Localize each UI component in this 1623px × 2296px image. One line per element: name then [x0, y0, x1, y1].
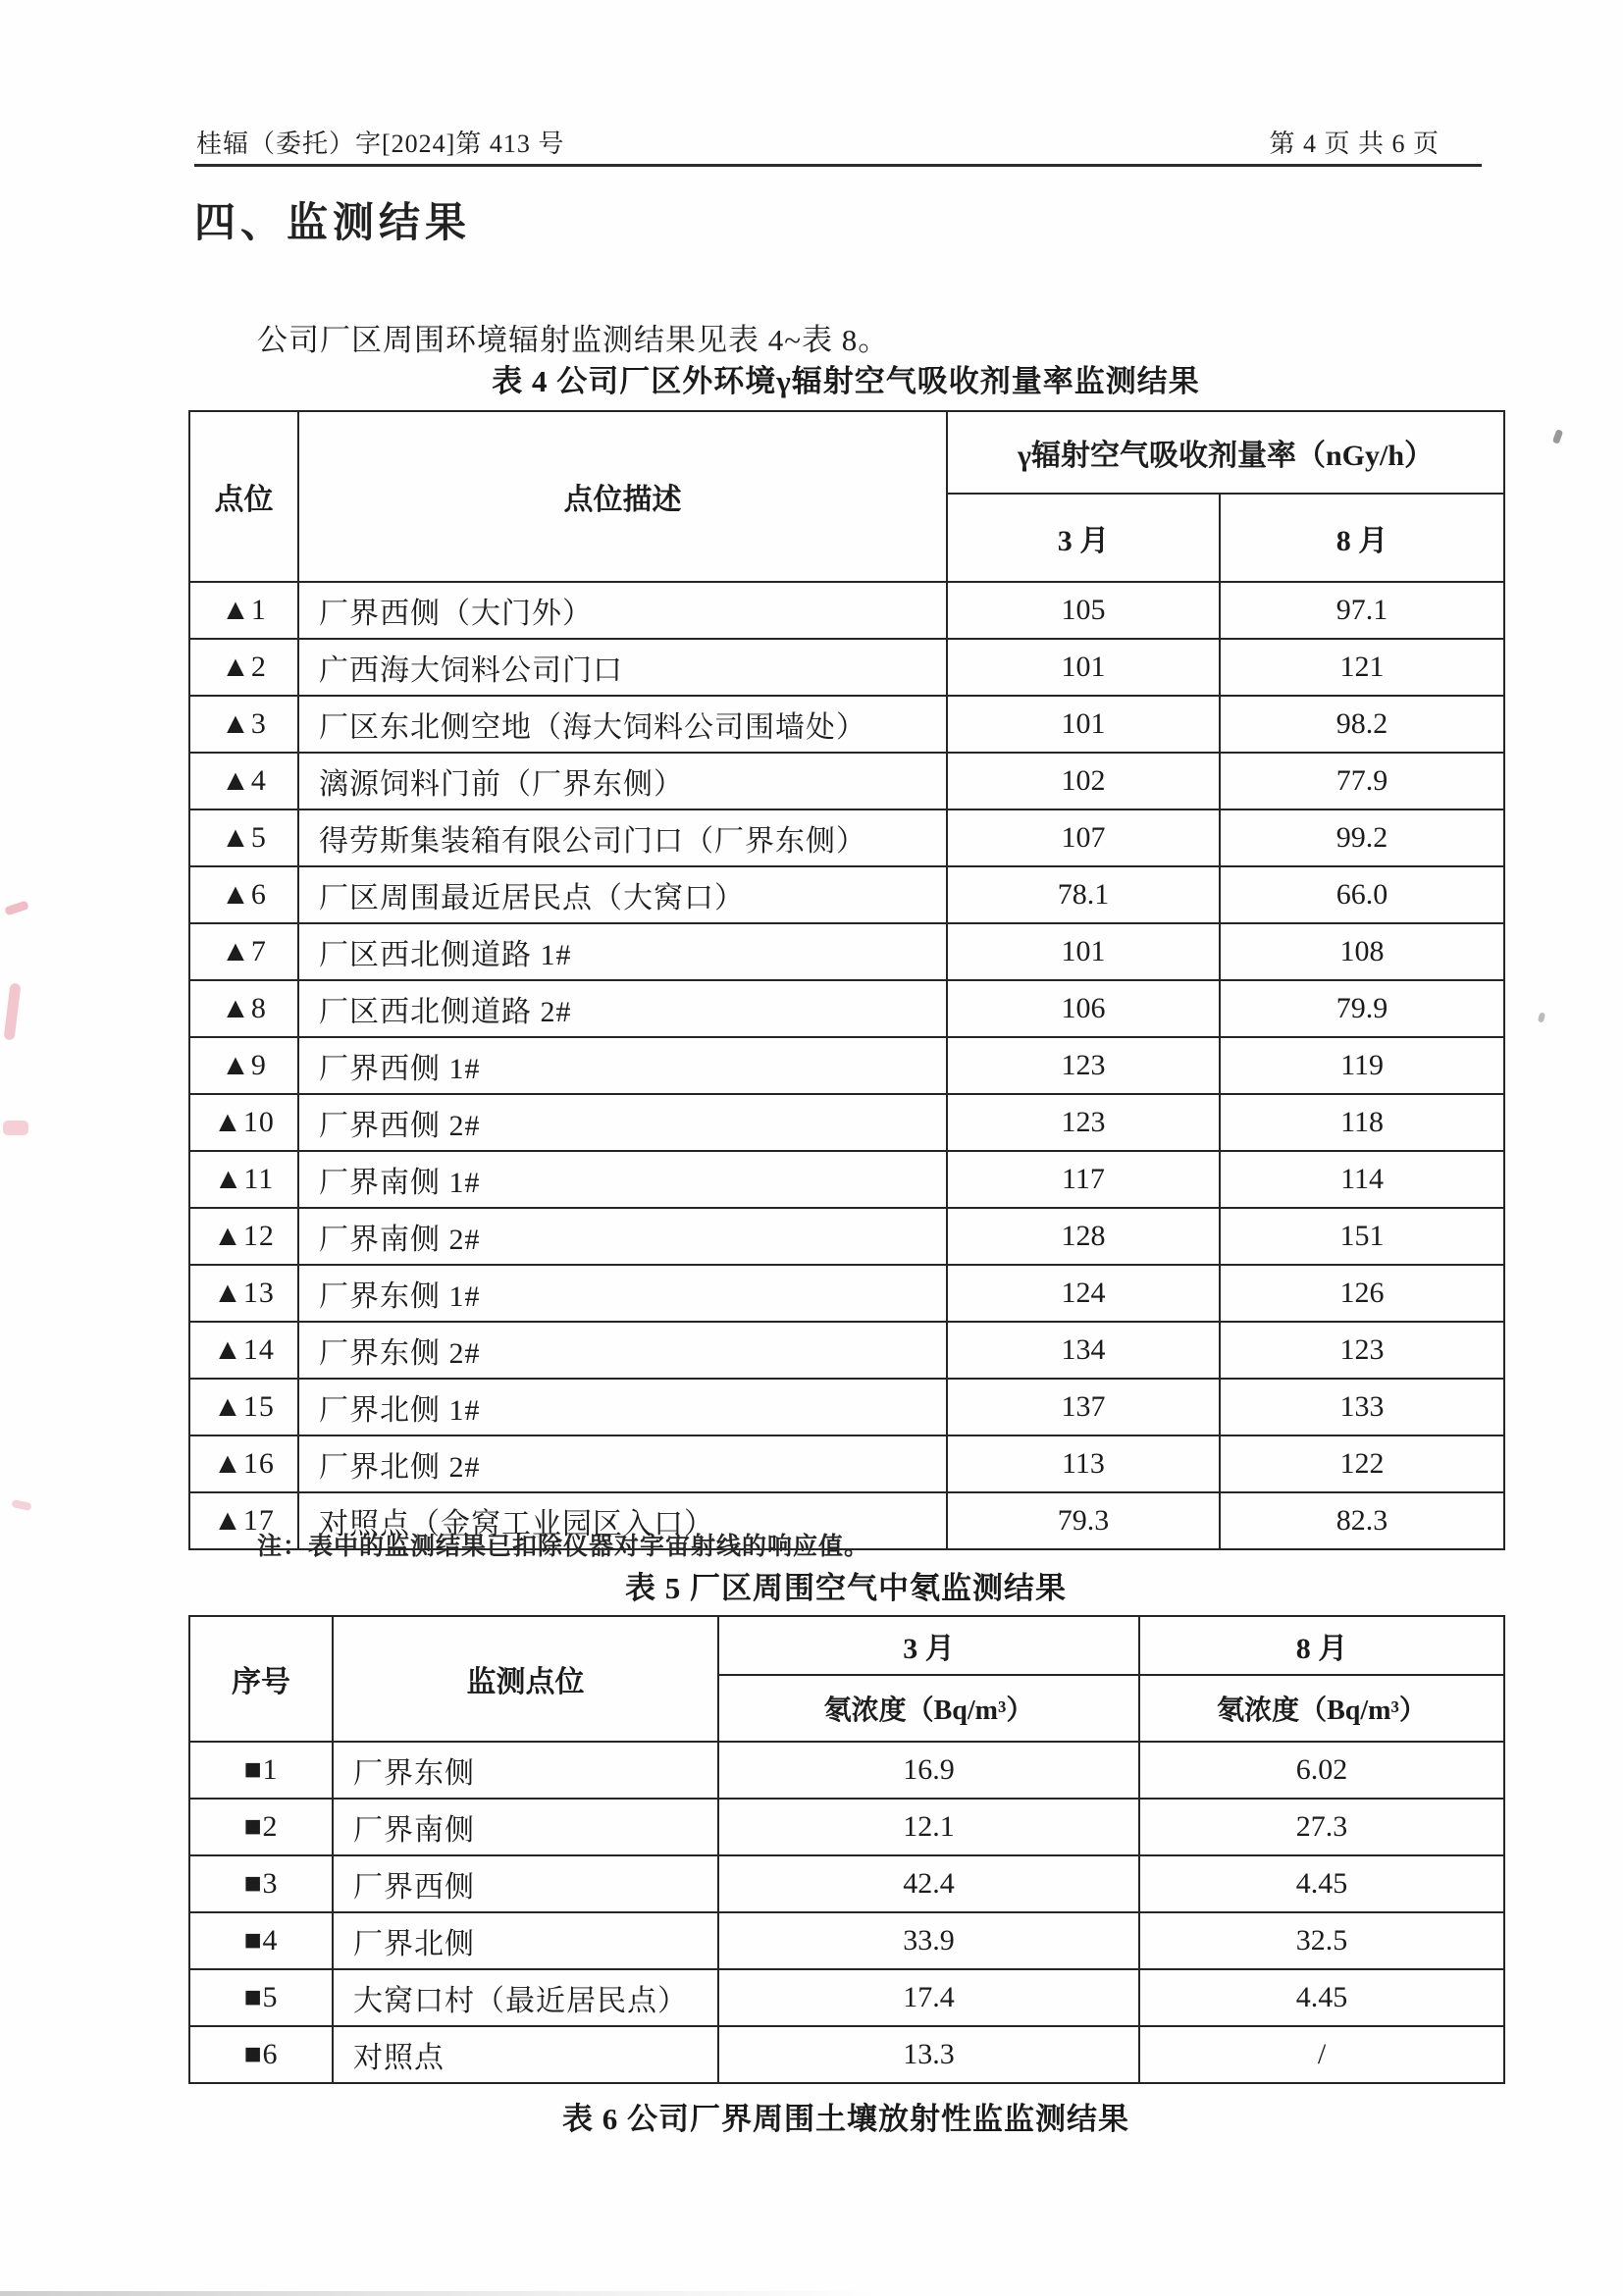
point-id: ▲17: [189, 1492, 298, 1549]
site-no: ■3: [189, 1855, 333, 1912]
august-value: 66.0: [1220, 866, 1504, 923]
august-value: 99.2: [1220, 809, 1504, 866]
intro-paragraph: 公司厂区周围环境辐射监测结果见表 4~表 8。: [257, 323, 890, 357]
site-no: ■2: [189, 1799, 333, 1855]
table4-row: [189, 1037, 1504, 1094]
table5-col-no: 序号: [189, 1616, 333, 1742]
scan-bottom-edge: [0, 2291, 883, 2296]
table4-col-desc: 点位描述: [298, 411, 947, 582]
point-desc: 厂区西北侧道路 2#: [298, 980, 947, 1037]
point-id: ▲12: [189, 1208, 298, 1265]
august-value: 6.02: [1139, 1742, 1504, 1799]
point-id: ▲8: [189, 980, 298, 1037]
table4-row: [189, 809, 1504, 866]
table5-row: [189, 1742, 1504, 1799]
table4-row: [189, 1322, 1504, 1379]
march-value: 117: [947, 1151, 1220, 1208]
march-value: 42.4: [718, 1855, 1139, 1912]
point-desc: 得劳斯集装箱有限公司门口（厂界东侧）: [298, 809, 947, 866]
august-value: 27.3: [1139, 1799, 1504, 1855]
table4-row: [189, 1208, 1504, 1265]
point-desc: 厂界南侧 1#: [298, 1151, 947, 1208]
point-desc: 厂界北侧 1#: [298, 1379, 947, 1435]
august-value: 97.1: [1220, 582, 1504, 639]
march-value: 123: [947, 1094, 1220, 1151]
table5-row: [189, 1855, 1504, 1912]
march-value: 105: [947, 582, 1220, 639]
table5-unit-august: 氡浓度（Bq/m³）: [1139, 1675, 1504, 1742]
table5-row: [189, 1969, 1504, 2026]
table5-header-row-1: [189, 1616, 1504, 1675]
point-id: ▲5: [189, 809, 298, 866]
march-value: 107: [947, 809, 1220, 866]
site-no: ■5: [189, 1969, 333, 2026]
page-header: [196, 124, 1440, 160]
site-name: 大窝口村（最近居民点）: [333, 1969, 718, 2026]
site-no: ■4: [189, 1912, 333, 1969]
table4-title: 表 4 公司厂区外环境γ辐射空气吸收剂量率监测结果: [492, 364, 1200, 398]
august-value: 98.2: [1220, 696, 1504, 753]
august-value: 119: [1220, 1037, 1504, 1094]
march-value: 134: [947, 1322, 1220, 1379]
table6-title: 表 6 公司厂界周围土壤放射性监监测结果: [562, 2102, 1129, 2136]
march-value: 78.1: [947, 866, 1220, 923]
point-desc: 厂区东北侧空地（海大饲料公司围墙处）: [298, 696, 947, 753]
table5-row: [189, 2026, 1504, 2083]
august-value: 4.45: [1139, 1969, 1504, 2026]
table4-row: [189, 923, 1504, 980]
august-value: 133: [1220, 1379, 1504, 1435]
table4-col-august: 8 月: [1220, 494, 1504, 582]
table5-row: [189, 1799, 1504, 1855]
table4-row: [189, 1151, 1504, 1208]
table5-col-march: 3 月: [718, 1616, 1139, 1675]
point-id: ▲6: [189, 866, 298, 923]
point-desc: 厂界西侧 2#: [298, 1094, 947, 1151]
point-desc: 厂界东侧 1#: [298, 1265, 947, 1322]
point-id: ▲10: [189, 1094, 298, 1151]
point-desc: 厂界西侧 1#: [298, 1037, 947, 1094]
point-id: ▲1: [189, 582, 298, 639]
table5-col-august: 8 月: [1139, 1616, 1504, 1675]
table4-row: [189, 582, 1504, 639]
point-id: ▲13: [189, 1265, 298, 1322]
point-desc: 厂界东侧 2#: [298, 1322, 947, 1379]
scan-mark-speck-1: [1552, 429, 1563, 444]
march-value: 101: [947, 923, 1220, 980]
section-title: 四、监测结果: [194, 199, 472, 245]
point-desc: 厂区西北侧道路 1#: [298, 923, 947, 980]
point-desc: 漓源饲料门前（厂界东侧）: [298, 753, 947, 809]
point-id: ▲14: [189, 1322, 298, 1379]
march-value: 17.4: [718, 1969, 1139, 2026]
march-value: 79.3: [947, 1492, 1220, 1549]
point-desc: 厂界北侧 2#: [298, 1435, 947, 1492]
site-name: 厂界东侧: [333, 1742, 718, 1799]
august-value: /: [1139, 2026, 1504, 2083]
march-value: 137: [947, 1379, 1220, 1435]
table4-row: [189, 1379, 1504, 1435]
august-value: 123: [1220, 1322, 1504, 1379]
march-value: 16.9: [718, 1742, 1139, 1799]
march-value: 128: [947, 1208, 1220, 1265]
point-id: ▲16: [189, 1435, 298, 1492]
table5-body: [189, 1742, 1504, 2083]
march-value: 13.3: [718, 2026, 1139, 2083]
table4-gamma-dose-rate: [188, 410, 1505, 1550]
august-value: 126: [1220, 1265, 1504, 1322]
table4-row: [189, 866, 1504, 923]
march-value: 106: [947, 980, 1220, 1037]
august-value: 82.3: [1220, 1492, 1504, 1549]
point-desc: 对照点（金窝工业园区入口）: [298, 1492, 947, 1549]
march-value: 33.9: [718, 1912, 1139, 1969]
march-value: 123: [947, 1037, 1220, 1094]
march-value: 124: [947, 1265, 1220, 1322]
scan-mark-pink-3: [3, 1121, 28, 1135]
point-id: ▲7: [189, 923, 298, 980]
point-desc: 厂界南侧 2#: [298, 1208, 947, 1265]
august-value: 151: [1220, 1208, 1504, 1265]
august-value: 77.9: [1220, 753, 1504, 809]
point-id: ▲4: [189, 753, 298, 809]
august-value: 118: [1220, 1094, 1504, 1151]
point-desc: 厂区周围最近居民点（大窝口）: [298, 866, 947, 923]
point-desc: 广西海大饲料公司门口: [298, 639, 947, 696]
doc-number: 桂辐（委托）字[2024]第 413 号: [196, 130, 565, 158]
table5-title: 表 5 厂区周围空气中氡监测结果: [625, 1571, 1067, 1605]
table4-row: [189, 753, 1504, 809]
august-value: 108: [1220, 923, 1504, 980]
table5-unit-march: 氡浓度（Bq/m³）: [718, 1675, 1139, 1742]
point-id: ▲11: [189, 1151, 298, 1208]
table4-col-point: 点位: [189, 411, 298, 582]
march-value: 113: [947, 1435, 1220, 1492]
site-name: 对照点: [333, 2026, 718, 2083]
table5-col-site: 监测点位: [333, 1616, 718, 1742]
scan-mark-pink-2: [4, 983, 22, 1041]
march-value: 102: [947, 753, 1220, 809]
header-rule: [194, 164, 1482, 167]
scan-mark-speck-2: [1538, 1012, 1545, 1022]
table4-col-group: γ辐射空气吸收剂量率（nGy/h）: [947, 411, 1504, 494]
table4-row: [189, 639, 1504, 696]
site-no: ■1: [189, 1742, 333, 1799]
page-indicator: 第 4 页 共 6 页: [1269, 130, 1440, 158]
table4-row: [189, 1094, 1504, 1151]
point-id: ▲15: [189, 1379, 298, 1435]
table4-row: [189, 696, 1504, 753]
table5-row: [189, 1912, 1504, 1969]
august-value: 32.5: [1139, 1912, 1504, 1969]
march-value: 12.1: [718, 1799, 1139, 1855]
point-desc: 厂界西侧（大门外）: [298, 582, 947, 639]
site-name: 厂界西侧: [333, 1855, 718, 1912]
site-name: 厂界南侧: [333, 1799, 718, 1855]
august-value: 122: [1220, 1435, 1504, 1492]
site-no: ■6: [189, 2026, 333, 2083]
table4-row: [189, 1265, 1504, 1322]
point-id: ▲9: [189, 1037, 298, 1094]
august-value: 114: [1220, 1151, 1504, 1208]
site-name: 厂界北侧: [333, 1912, 718, 1969]
table4-row: [189, 1435, 1504, 1492]
point-id: ▲3: [189, 696, 298, 753]
scan-mark-pink-1: [4, 901, 29, 916]
august-value: 121: [1220, 639, 1504, 696]
table4-header-row-1: [189, 411, 1504, 494]
march-value: 101: [947, 639, 1220, 696]
march-value: 101: [947, 696, 1220, 753]
table4-row: [189, 980, 1504, 1037]
august-value: 4.45: [1139, 1855, 1504, 1912]
table5-radon: [188, 1615, 1505, 2084]
point-id: ▲2: [189, 639, 298, 696]
table4-col-march: 3 月: [947, 494, 1220, 582]
table4-body: [189, 582, 1504, 1549]
table4-note: 注：表中的监测结果已扣除仪器对宇宙射线的响应值。: [257, 1533, 870, 1560]
august-value: 79.9: [1220, 980, 1504, 1037]
scan-mark-pink-4: [11, 1499, 31, 1511]
